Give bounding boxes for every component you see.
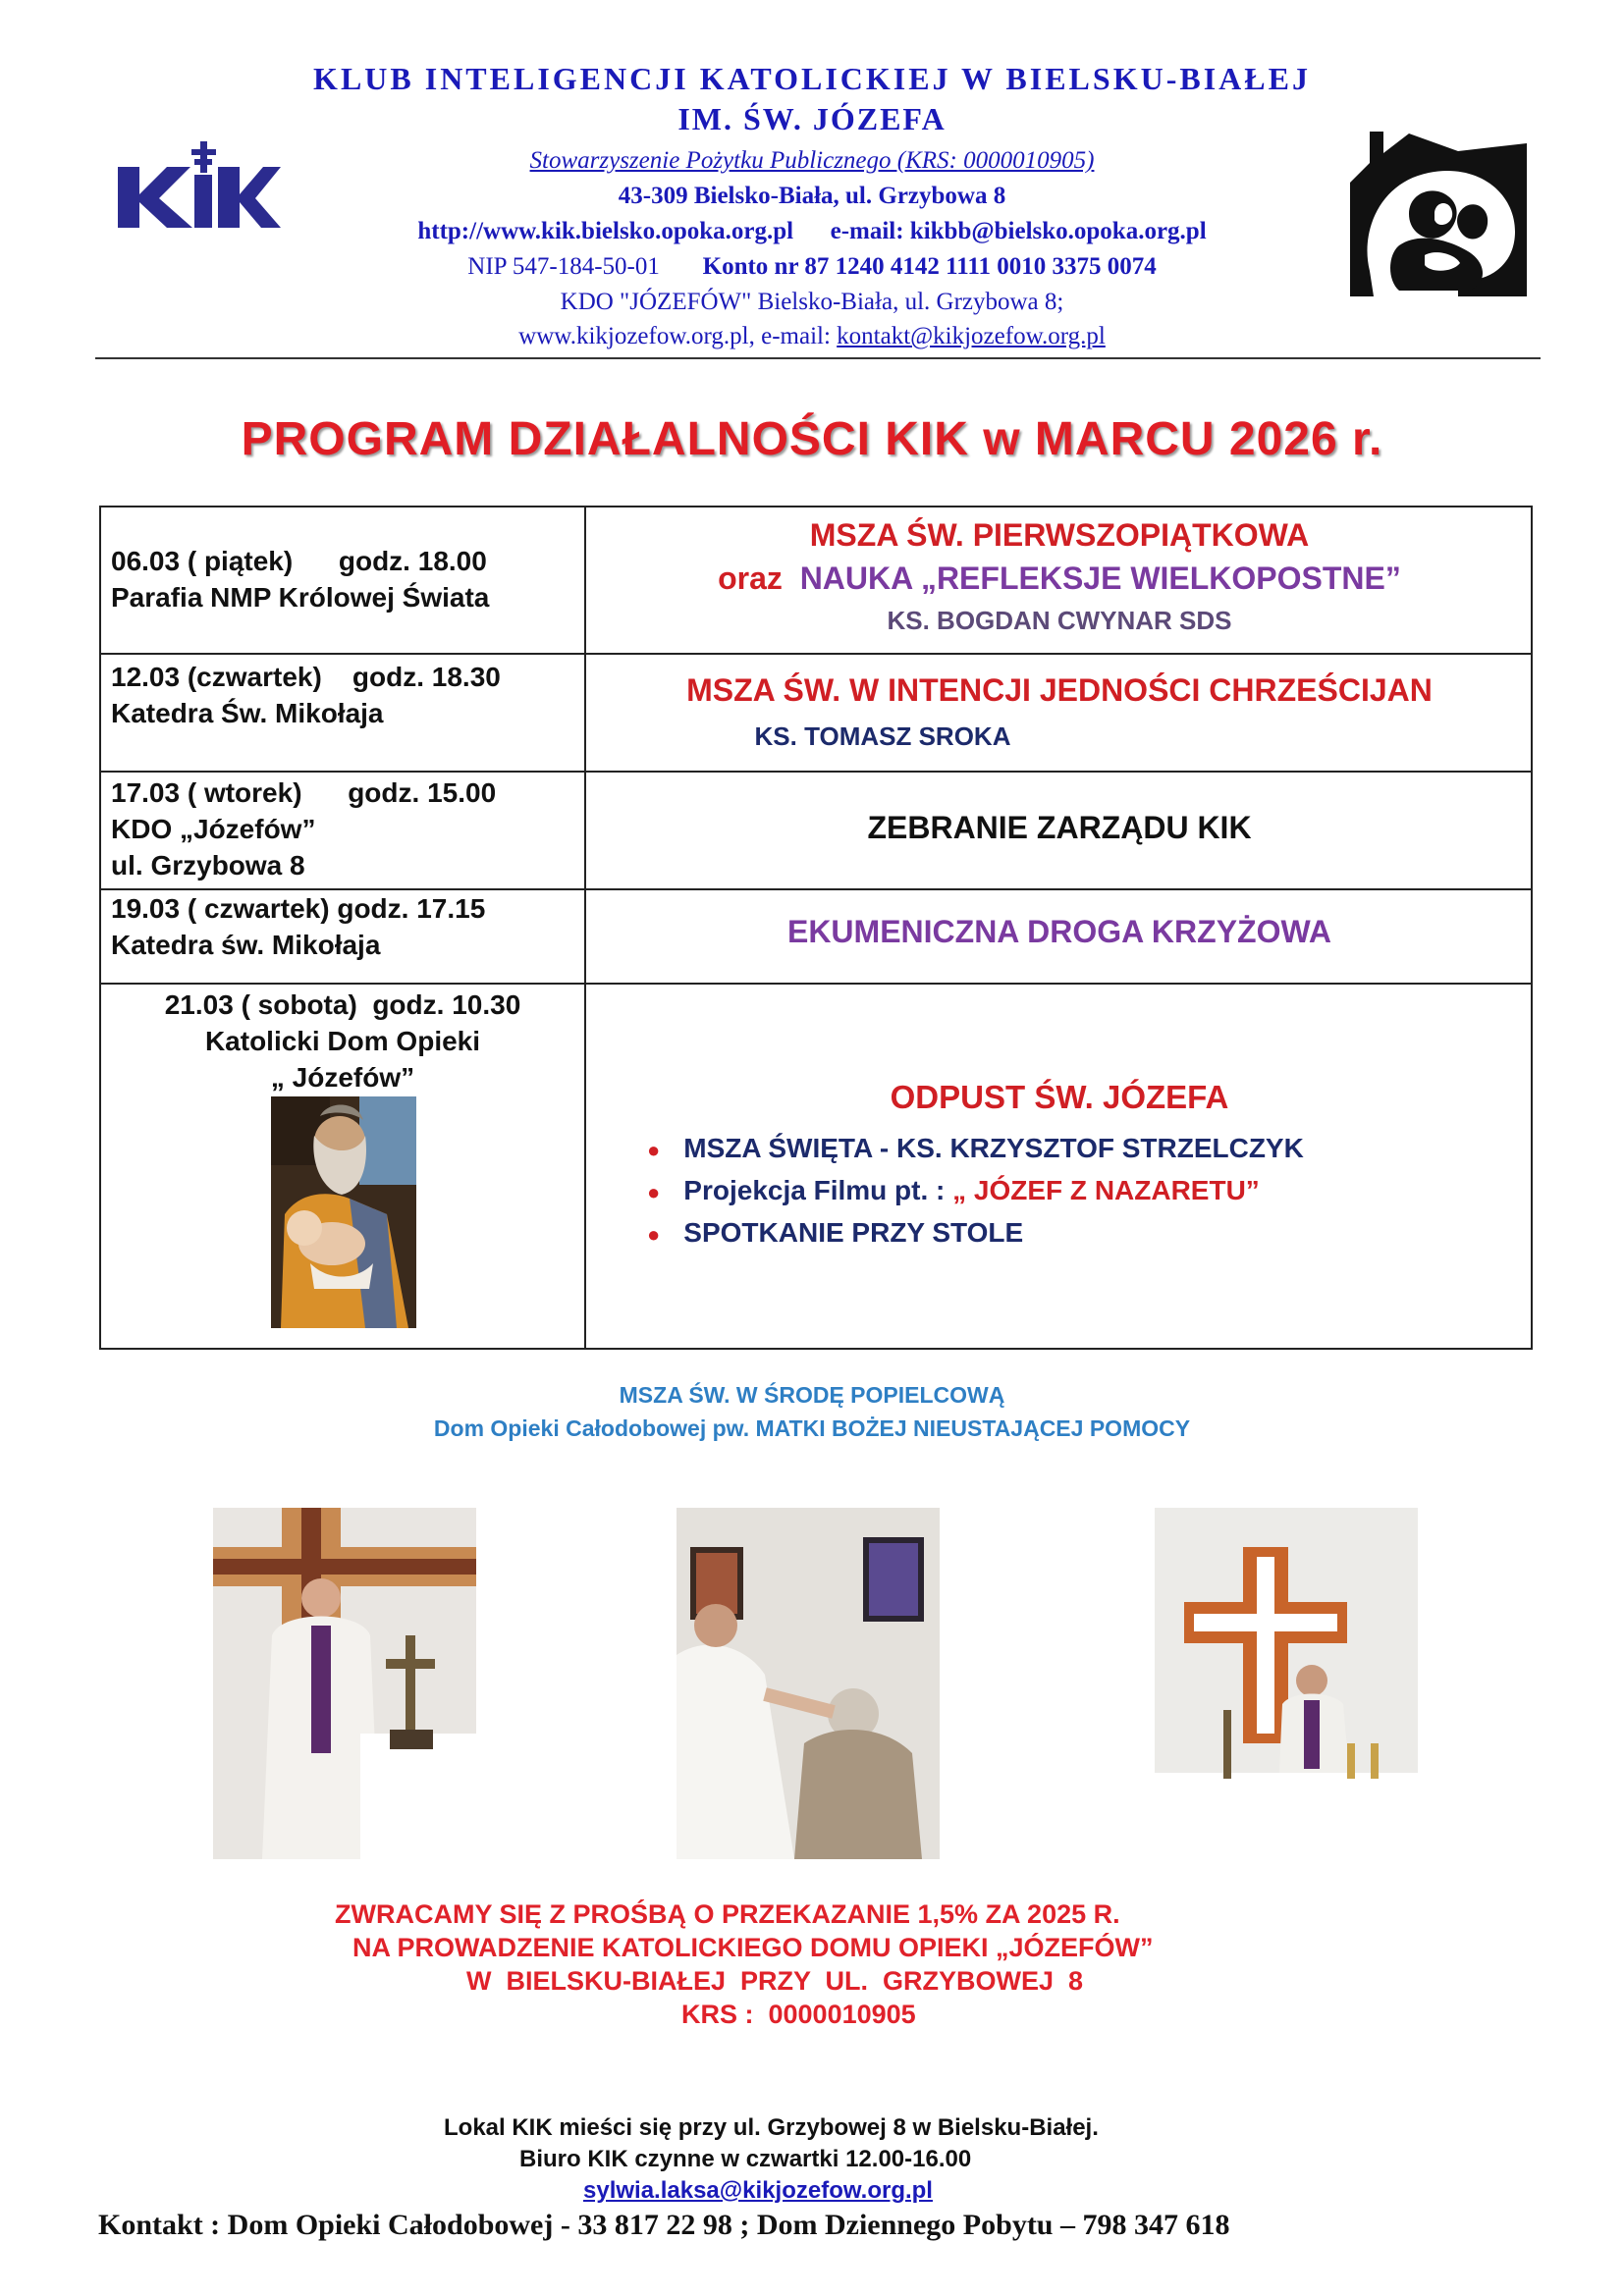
event-celebrant: KS. TOMASZ SROKA bbox=[754, 721, 1011, 751]
event-place: Katolicki Dom Opieki bbox=[204, 1026, 481, 1056]
website-link[interactable]: http://www.kik.bielsko.opoka.org.pl bbox=[417, 218, 794, 244]
event-title: EKUMENICZNA DROGA KRZYŻOWA bbox=[786, 914, 1332, 949]
svg-text:KIK: KIK bbox=[116, 137, 118, 138]
table-row bbox=[101, 653, 1531, 773]
list-item: ● SPOTKANIE PRZY STOLE bbox=[647, 1217, 1024, 1248]
event-when-where bbox=[101, 653, 586, 771]
event-details bbox=[588, 653, 1531, 771]
table-row bbox=[101, 983, 1531, 1348]
bullet-icon: ● bbox=[647, 1222, 661, 1247]
event-when-where bbox=[101, 983, 586, 1348]
events-table bbox=[99, 506, 1533, 1350]
event-place: Parafia NMP Królowej Świata bbox=[111, 582, 490, 613]
office-hours: Biuro KIK czynne w czwartki 12.00-16.00 bbox=[519, 2146, 972, 2172]
kdo-address: KDO "JÓZEFÓW" Bielsko-Biała, ul. Grzybowa 8; bbox=[560, 289, 1064, 315]
table-row bbox=[101, 888, 1531, 985]
event-celebrant: KS. BOGDAN CWYNAR SDS bbox=[887, 606, 1232, 635]
nip: NIP 547-184-50-01 bbox=[467, 253, 660, 280]
event-details bbox=[588, 983, 1531, 1348]
bank-account: Konto nr 87 1240 4142 1111 0010 3375 0074 bbox=[702, 253, 1157, 280]
bullet-icon: ● bbox=[647, 1180, 661, 1204]
program-title: PROGRAM DZIAŁALNOŚCI KIK w MARCU 2026 r. bbox=[241, 413, 1383, 465]
event-bullet-list bbox=[647, 1128, 1511, 1255]
event-place: KDO „Józefów” bbox=[111, 814, 316, 844]
event-date: 21.03 ( sobota) godz. 10.30 bbox=[164, 989, 521, 1020]
kdo-email-link[interactable]: kontakt@kikjozefow.org.pl bbox=[837, 323, 1106, 349]
event-date: 19.03 ( czwartek) godz. 17.15 bbox=[111, 893, 486, 924]
kdo-website: www.kikjozefow.org.pl, e-mail: bbox=[518, 323, 838, 349]
st-joseph-painting bbox=[271, 1096, 416, 1328]
event-place: Katedra św. Mikołaja bbox=[111, 930, 381, 960]
event-when-where bbox=[101, 507, 586, 653]
ash-wednesday-heading: MSZA ŚW. W ŚRODĘ POPIELCOWĄ bbox=[619, 1382, 1005, 1408]
table-row bbox=[101, 771, 1531, 890]
event-title: ZEBRANIE ZARZĄDU KIK bbox=[867, 810, 1252, 845]
event-details bbox=[588, 771, 1531, 888]
event-place: Katedra Św. Mikołaja bbox=[111, 698, 384, 728]
club-name: KLUB INTELIGENCJI KATOLICKIEJ W BIELSKU-BIAŁEJ bbox=[313, 61, 1311, 96]
list-item: ● Projekcja Filmu pt. : „ JÓZEF Z NAZARETU” bbox=[647, 1175, 1260, 1205]
letterhead bbox=[0, 0, 1624, 363]
ash-wednesday-place: Dom Opieki Całodobowej pw. MATKI BOŻEJ NIEUSTAJĄCEJ POMOCY bbox=[433, 1415, 1191, 1441]
event-date: 12.03 (czwartek) godz. 18.30 bbox=[111, 662, 501, 692]
email-link[interactable]: e-mail: kikbb@bielsko.opoka.org.pl bbox=[830, 218, 1207, 244]
bullet-icon: ● bbox=[647, 1138, 661, 1162]
club-address: 43-309 Bielsko-Biała, ul. Grzybowa 8 bbox=[618, 183, 1006, 209]
event-subtitle: oraz NAUKA „REFLEKSJE WIELKOPOSTNE” bbox=[718, 561, 1401, 596]
association-status: Stowarzyszenie Pożytku Publicznego (KRS: 0000010905) bbox=[529, 147, 1095, 174]
header-divider bbox=[95, 357, 1541, 359]
club-patron: IM. ŚW. JÓZEFA bbox=[677, 101, 947, 136]
contact-email-link[interactable]: sylwia.laksa@kikjozefow.org.pl bbox=[583, 2177, 933, 2204]
event-place-street: ul. Grzybowa 8 bbox=[111, 850, 305, 881]
contact-phones: Kontakt : Dom Opieki Całodobowej - 33 817 22 98 ; Dom Dziennego Pobytu – 798 347 618 bbox=[98, 2209, 1230, 2241]
event-place-name: „ Józefów” bbox=[270, 1062, 415, 1093]
event-date: 17.03 ( wtorek) godz. 15.00 bbox=[111, 777, 497, 808]
event-title: MSZA ŚW. W INTENCJI JEDNOŚCI CHRZEŚCIJAN bbox=[686, 672, 1433, 708]
event-title: ODPUST ŚW. JÓZEFA bbox=[890, 1079, 1229, 1115]
appeal-line: W BIELSKU-BIAŁEJ PRZY UL. GRZYBOWEJ 8 bbox=[466, 1966, 1084, 1996]
list-item: ● MSZA ŚWIĘTA - KS. KRZYSZTOF STRZELCZYK bbox=[647, 1133, 1304, 1163]
appeal-line: ZWRACAMY SIĘ Z PROŚBĄ O PRZEKAZANIE 1,5% ZA 2025 R. bbox=[335, 1899, 1120, 1929]
appeal-krs: KRS : 0000010905 bbox=[681, 2000, 916, 2029]
photo-ash-imposition bbox=[677, 1508, 940, 1859]
event-date: 06.03 ( piątek) godz. 18.00 bbox=[111, 546, 487, 576]
photo-mass-at-altar bbox=[1155, 1508, 1418, 1859]
event-when-where bbox=[101, 771, 586, 888]
event-title: MSZA ŚW. PIERWSZOPIĄTKOWA bbox=[809, 517, 1310, 553]
event-details bbox=[588, 507, 1531, 653]
table-row bbox=[101, 507, 1531, 655]
office-location: Lokal KIK mieści się przy ul. Grzybowej 8 w Bielsku-Białej. bbox=[444, 2114, 1099, 2141]
photo-priest-at-altar bbox=[213, 1508, 476, 1859]
kdo-contact bbox=[0, 323, 1624, 350]
appeal-line: NA PROWADZENIE KATOLICKIEGO DOMU OPIEKI „JÓZEFÓW” bbox=[352, 1933, 1154, 1962]
event-when-where bbox=[101, 888, 586, 983]
holy-family-logo bbox=[1340, 124, 1537, 296]
event-details bbox=[588, 888, 1531, 983]
